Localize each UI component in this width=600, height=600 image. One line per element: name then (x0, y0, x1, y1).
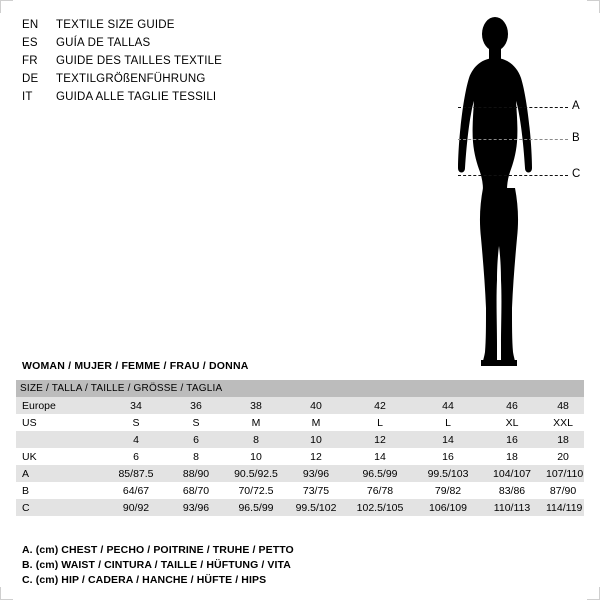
cell: 93/96 (166, 499, 226, 516)
cell: 10 (226, 448, 286, 465)
female-silhouette-icon (440, 8, 550, 368)
cell: 99.5/102 (286, 499, 346, 516)
language-code: IT (22, 91, 33, 103)
cell: 4 (106, 431, 166, 448)
language-row (22, 88, 352, 106)
table-row (16, 465, 584, 482)
measure-label-c: C (572, 168, 581, 180)
language-title: GUIDA ALLE TAGLIE TESSILI (56, 91, 217, 103)
cell: S (106, 414, 166, 431)
cell: 16 (414, 448, 482, 465)
measure-line-chest (458, 107, 568, 108)
cell: 42 (346, 397, 414, 414)
table-row (16, 431, 584, 448)
measure-label-a: A (572, 100, 580, 112)
cell: XXL (542, 414, 584, 431)
language-code: ES (22, 37, 38, 49)
cell: 12 (286, 448, 346, 465)
cell: 102.5/105 (346, 499, 414, 516)
language-title: GUÍA DE TALLAS (56, 37, 151, 49)
table-row (16, 448, 584, 465)
cell: XL (482, 414, 542, 431)
cell: S (166, 414, 226, 431)
corner-mark-top-left (0, 0, 13, 13)
cell: 14 (414, 431, 482, 448)
cell: 96.5/99 (346, 465, 414, 482)
language-title: TEXTILGRÖßENFÜHRUNG (56, 73, 206, 85)
cell: M (286, 414, 346, 431)
cell: 90/92 (106, 499, 166, 516)
cell: M (226, 414, 286, 431)
cell: 8 (226, 431, 286, 448)
cell: 110/113 (482, 499, 542, 516)
row-label: A (16, 465, 106, 482)
cell: 10 (286, 431, 346, 448)
cell: 36 (166, 397, 226, 414)
cell: 107/110 (542, 465, 584, 482)
cell: 34 (106, 397, 166, 414)
corner-mark-bottom-left (0, 587, 13, 600)
row-label: UK (16, 448, 106, 465)
size-table-wrapper (16, 380, 584, 516)
cell: 93/96 (286, 465, 346, 482)
row-label (16, 431, 106, 448)
legend-item-c: C. (cm) HIP / CADERA / HANCHE / HÜFTE / HIPS (22, 574, 267, 586)
table-header-row (16, 380, 584, 397)
row-label: US (16, 414, 106, 431)
table-header-label: SIZE / TALLA / TAILLE / GRÖSSE / TAGLIA (16, 380, 584, 397)
size-table (16, 380, 584, 516)
cell: 38 (226, 397, 286, 414)
cell: 8 (166, 448, 226, 465)
legend-item-a: A. (cm) CHEST / PECHO / POITRINE / TRUHE / PETTO (22, 544, 294, 556)
cell: 40 (286, 397, 346, 414)
cell: 6 (166, 431, 226, 448)
language-row (22, 34, 352, 52)
cell: 18 (542, 431, 584, 448)
row-label: C (16, 499, 106, 516)
table-row (16, 482, 584, 499)
table-row (16, 397, 584, 414)
measurement-legend (22, 543, 442, 588)
cell: 68/70 (166, 482, 226, 499)
legend-item-b: B. (cm) WAIST / CINTURA / TAILLE / HÜFTUNG / VITA (22, 559, 291, 571)
cell: 12 (346, 431, 414, 448)
cell: 87/90 (542, 482, 584, 499)
cell: 18 (482, 448, 542, 465)
cell: 85/87.5 (106, 465, 166, 482)
language-row (22, 70, 352, 88)
cell: 104/107 (482, 465, 542, 482)
cell: 79/82 (414, 482, 482, 499)
cell: 70/72.5 (226, 482, 286, 499)
table-row (16, 414, 584, 431)
language-row (22, 52, 352, 70)
language-code: FR (22, 55, 38, 67)
cell: L (346, 414, 414, 431)
row-label: B (16, 482, 106, 499)
cell: 44 (414, 397, 482, 414)
language-title: TEXTILE SIZE GUIDE (56, 19, 175, 31)
measure-label-b: B (572, 132, 580, 144)
language-title-list (22, 16, 352, 106)
cell: 90.5/92.5 (226, 465, 286, 482)
row-label: Europe (16, 397, 106, 414)
cell: L (414, 414, 482, 431)
cell: 16 (482, 431, 542, 448)
cell: 20 (542, 448, 584, 465)
cell: 48 (542, 397, 584, 414)
cell: 96.5/99 (226, 499, 286, 516)
body-measurement-figure (400, 8, 590, 368)
cell: 73/75 (286, 482, 346, 499)
measure-line-waist (458, 139, 568, 140)
language-code: EN (22, 19, 39, 31)
language-code: DE (22, 73, 39, 85)
cell: 6 (106, 448, 166, 465)
corner-mark-bottom-right (587, 587, 600, 600)
cell: 64/67 (106, 482, 166, 499)
measure-line-hip (458, 175, 568, 176)
cell: 76/78 (346, 482, 414, 499)
section-caption: WOMAN / MUJER / FEMME / FRAU / DONNA (22, 360, 249, 372)
cell: 106/109 (414, 499, 482, 516)
cell: 14 (346, 448, 414, 465)
cell: 99.5/103 (414, 465, 482, 482)
language-title: GUIDE DES TAILLES TEXTILE (56, 55, 223, 67)
table-row (16, 499, 584, 516)
cell: 114/119 (542, 499, 584, 516)
cell: 83/86 (482, 482, 542, 499)
cell: 46 (482, 397, 542, 414)
language-row (22, 16, 352, 34)
cell: 88/90 (166, 465, 226, 482)
